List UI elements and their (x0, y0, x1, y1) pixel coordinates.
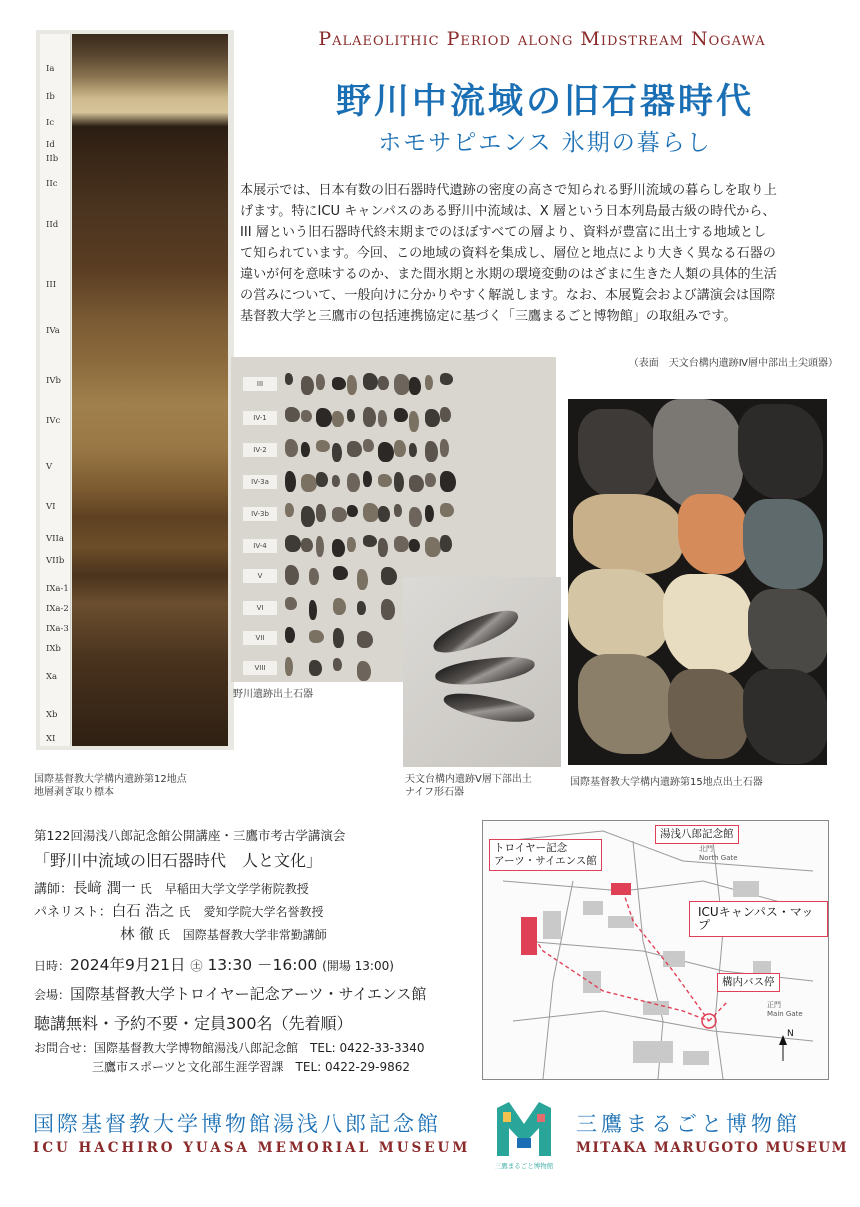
stone-artifact (347, 537, 356, 552)
venue-value: 国際基督教大学トロイヤー記念アーツ・サイエンス館 (70, 985, 427, 1003)
north-arrow-icon: N (787, 1029, 794, 1039)
intro-line: III 層という旧石器時代終末期までのほぼすべての層より、資料が豊富に出土する地域とし (240, 225, 767, 240)
stone-artifact (316, 472, 328, 487)
caption-line: 国際基督教大学構内遺跡第12地点 (34, 774, 187, 785)
stone-artifact (425, 441, 438, 462)
layer-label: IVa (46, 326, 60, 336)
date-weekday: ㊏ (190, 959, 203, 973)
stone-tool (738, 404, 823, 499)
stone-artifact (381, 599, 395, 620)
date-time: 13:30 －16:00 (207, 956, 318, 974)
lecture-series: 第122回湯浅八郎記念館公開講座・三鷹市考古学講演会 (34, 828, 346, 843)
stone-artifact (285, 503, 294, 517)
stone-tool (748, 589, 827, 674)
stone-tool (653, 399, 743, 509)
layer-label: IXa-2 (46, 604, 69, 614)
stone-artifact (301, 538, 313, 552)
stones-caption: 国際基督教大学構内遺跡第15地点出土石器 (570, 777, 763, 788)
layer-label: Ib (46, 92, 55, 102)
artifact-row-tag: III (243, 377, 277, 391)
stone-artifact (357, 601, 366, 615)
soil-layer-ruler (40, 34, 71, 746)
panel-role: パネリスト： (34, 905, 112, 920)
stone-artifact (332, 377, 346, 390)
contact-tel: TEL: 0422-29-9862 (295, 1060, 411, 1074)
mitaka-museum-name-en: MITAKA MARUGOTO MUSEUM (576, 1140, 849, 1156)
date-open: (開場 13:00) (322, 959, 394, 973)
page-subtitle: ホモサピエンス 氷期の暮らし (378, 130, 712, 156)
stone-tool (578, 409, 658, 499)
layer-label: IVb (46, 376, 61, 386)
stone-artifact (381, 567, 397, 585)
artifact-row-tag: V (243, 569, 277, 583)
panelist-name: 林 徹 (120, 927, 154, 943)
contact-org: 三鷹市スポーツと文化部生涯学習課 (92, 1060, 284, 1074)
stone-artifact (425, 473, 436, 487)
stone-artifact (316, 504, 326, 522)
layer-label: Ia (46, 64, 55, 74)
stone-artifact (285, 439, 298, 457)
stone-artifact (409, 443, 417, 457)
stone-artifact (316, 440, 330, 452)
fee-row: 聴講無料・予約不要・定員300名（先着順） (34, 1014, 353, 1033)
stone-tool (678, 494, 748, 574)
intro-line: て知られています。今回、この地域の資料を集成し、層位と地点により大きく異なる石器の (240, 246, 776, 261)
layer-label: IIb (46, 154, 59, 164)
mitaka-museum-name-jp: 三鷹まるごと博物館 (576, 1112, 801, 1136)
lecturer-name: 長﨑 潤一 (73, 881, 136, 897)
map-main-gate (767, 1001, 803, 1019)
layer-label: V (46, 462, 53, 472)
stone-artifact (332, 411, 344, 427)
contact-row (34, 1058, 474, 1077)
artifact-row (241, 405, 546, 433)
intro-line: 本展示では、日本有数の旧石器時代遺跡の密度の高さで知られる野川流域の暮らしを取り上 (240, 183, 777, 198)
obsidian-knife-photo (403, 577, 561, 767)
stone-artifact (333, 566, 348, 580)
stone-artifact (440, 439, 449, 457)
stone-tool (578, 654, 673, 754)
stone-artifact (425, 409, 440, 427)
stone-artifact (409, 507, 422, 527)
contact-org: 国際基督教大学博物館湯浅八郎記念館 (94, 1041, 299, 1055)
intro-line: 基督教大学と三鷹市の包括連携協定に基づく「三鷹まるごと博物館」の取組みです。 (240, 309, 737, 324)
artifact-row (241, 501, 546, 529)
honorific: 氏 (139, 882, 152, 896)
stone-artifact (347, 409, 355, 422)
stone-artifact (309, 568, 319, 585)
map-label-line: トロイヤー記念 (494, 842, 568, 854)
stone-artifact (440, 535, 452, 552)
stone-artifact (316, 536, 324, 557)
stone-artifact (440, 373, 453, 385)
map-label-line: アーツ・サイエンス館 (494, 855, 597, 867)
artifact-row (241, 437, 546, 465)
panelist-affiliation: 愛知学院大学名誉教授 (203, 905, 324, 919)
stone-artifact (363, 407, 376, 427)
stone-artifact (394, 504, 402, 517)
date-label: 日時： (34, 959, 71, 973)
stone-artifact (347, 441, 362, 457)
stone-artifact (301, 474, 317, 492)
stone-artifact (378, 538, 388, 557)
honorific: 氏 (157, 928, 170, 942)
stone-artifact (285, 535, 301, 552)
layer-label: Xa (46, 672, 58, 682)
caption-line: 天文台構内遺跡V層下部出土 (405, 774, 532, 785)
intro-line: 違いが何を意味するのか、また間氷期と氷期の環境変動のはざまに生きた人類の具体的生活 (240, 267, 777, 282)
stone-artifact (394, 408, 408, 422)
stone-artifact (357, 569, 368, 590)
campus-map (482, 820, 829, 1080)
map-north-gate (699, 845, 738, 863)
contact-tel: TEL: 0422-33-3340 (310, 1041, 425, 1055)
stone-artifact (333, 628, 344, 648)
logo-caption: 三鷹まるごと博物館 (494, 1162, 554, 1170)
artifact-row-tag: IV-4 (243, 539, 277, 553)
lecturer-role: 講師： (34, 882, 74, 897)
layer-label: Ic (46, 118, 55, 128)
stone-artifact (332, 475, 340, 487)
stone-artifact (363, 373, 378, 390)
english-title: Palaeolithic Period along Midstream Nogawa (318, 28, 766, 50)
stone-tool (743, 499, 823, 589)
stone-tools-photo (568, 399, 827, 765)
stone-artifact (347, 473, 360, 492)
panelist-name: 白石 浩之 (111, 904, 175, 920)
obsidian-blade (434, 654, 536, 688)
stone-artifact (301, 376, 314, 395)
stone-artifact (409, 377, 421, 395)
stone-artifact (285, 627, 295, 643)
stone-artifact (301, 506, 315, 527)
layer-label: IXa-1 (46, 584, 69, 594)
intro-text (240, 180, 835, 327)
stone-tool (573, 494, 683, 574)
soil-strata-image (72, 34, 228, 746)
layer-label: IId (46, 220, 59, 230)
contact-row (34, 1039, 474, 1058)
stone-artifact (425, 537, 441, 557)
artifact-row-tag: IV-1 (243, 411, 277, 425)
artifact-row (241, 371, 546, 399)
lecturer-affiliation: 早稲田大学文学学術院教授 (164, 882, 309, 896)
layer-label: IIc (46, 179, 58, 189)
map-label-bus-stop: 構内バス停 (717, 973, 780, 992)
artifact-row (241, 533, 546, 561)
layer-label: VIIa (46, 534, 64, 544)
venue-label: 会場： (34, 988, 71, 1002)
intro-line: げます。特にICU キャンパスのある野川中流域は、X 層という日本列島最古級の時代から、 (240, 204, 776, 219)
stone-artifact (285, 657, 293, 676)
stone-artifact (347, 505, 358, 517)
gate-label: North Gate (699, 854, 738, 862)
artifact-row-tag: VIII (243, 661, 277, 675)
museum-name-jp: 国際基督教大学博物館湯浅八郎記念館 (33, 1112, 441, 1136)
stone-artifact (378, 376, 389, 390)
layer-label: IVc (46, 416, 61, 426)
stone-artifact (363, 471, 372, 487)
intro-line: の営みについて、一般向けに分かりやすく解説します。なお、本展覧会および講演会は国際 (240, 288, 776, 303)
obsidian-caption (405, 773, 565, 799)
artifact-row-tag: IV-3a (243, 475, 277, 489)
stone-artifact (285, 373, 293, 385)
panelist-affiliation: 国際基督教大学非常勤講師 (182, 928, 327, 942)
stone-artifact (316, 374, 325, 390)
stone-tool (568, 569, 668, 659)
soil-column-caption (34, 773, 244, 799)
stone-artifact (440, 503, 454, 517)
venue-row (34, 980, 474, 1009)
stone-artifact (332, 507, 347, 522)
stone-artifact (309, 600, 317, 620)
page-title: 野川中流域の旧石器時代 (335, 82, 754, 122)
board-caption: 野川遺跡出土石器 (233, 689, 313, 700)
lecture-info (34, 826, 474, 1077)
gate-label: 北門 (699, 845, 713, 853)
artifact-row-tag: VI (243, 601, 277, 615)
layer-label: III (46, 280, 57, 290)
gate-label: 正門 (767, 1001, 781, 1009)
date-value: 2024年9月21日 (70, 956, 186, 974)
lecturer-row (34, 878, 474, 901)
layer-label: VIIb (46, 556, 65, 566)
stone-artifact (333, 598, 346, 615)
stone-artifact (378, 474, 392, 487)
contact-label: お問合せ： (34, 1041, 95, 1055)
layer-label: IXb (46, 644, 61, 654)
stone-artifact (309, 630, 324, 643)
stone-artifact (363, 535, 377, 547)
layer-label: Id (46, 140, 55, 150)
stone-artifact (301, 410, 312, 422)
stone-artifact (409, 475, 424, 492)
panelist-row (34, 901, 474, 924)
honorific: 氏 (178, 905, 191, 919)
stone-artifact (285, 407, 300, 422)
date-row (34, 951, 474, 980)
stone-artifact (347, 375, 357, 395)
panelist-row (34, 924, 474, 947)
map-label-troyer (489, 839, 602, 871)
stone-artifact (409, 539, 420, 552)
artifact-row-tag: IV-3b (243, 507, 277, 521)
stone-artifact (394, 374, 410, 395)
stone-artifact (285, 597, 297, 610)
layer-label: VI (46, 502, 56, 512)
stone-artifact (301, 442, 310, 457)
stone-artifact (333, 658, 342, 671)
stone-artifact (440, 471, 456, 492)
obsidian-blade (429, 604, 522, 659)
map-label-campus: ICUキャンパス・マップ (689, 901, 828, 937)
stone-artifact (394, 440, 406, 457)
caption-line: ナイフ形石器 (405, 787, 464, 798)
stone-artifact (378, 442, 394, 462)
stone-tool (668, 669, 748, 759)
stone-artifact (332, 539, 345, 557)
cover-caption: （表面 天文台構内遺跡Ⅳ層中部出土尖頭器） (628, 358, 838, 369)
stone-artifact (378, 410, 387, 427)
stone-artifact (357, 661, 371, 681)
stone-artifact (316, 408, 332, 427)
stone-artifact (378, 506, 390, 522)
stone-artifact (409, 411, 419, 432)
artifact-row-tag: VII (243, 631, 277, 645)
stone-artifact (309, 660, 322, 676)
mitaka-museum-logo (493, 1098, 555, 1174)
stone-artifact (440, 407, 451, 422)
caption-line: 地層剥ぎ取り標本 (34, 787, 114, 798)
artifact-row-tag: IV-2 (243, 443, 277, 457)
stone-artifact (425, 375, 433, 390)
stone-artifact (363, 439, 374, 452)
stone-artifact (425, 505, 434, 522)
stone-artifact (363, 503, 379, 522)
stone-tool (743, 669, 827, 764)
gate-label: Main Gate (767, 1010, 803, 1018)
map-label-museum: 湯浅八郎記念館 (655, 825, 739, 844)
stone-artifact (357, 631, 373, 648)
stone-artifact (394, 472, 404, 492)
layer-label: IXa-3 (46, 624, 69, 634)
stone-artifact (285, 565, 299, 585)
artifact-row (241, 469, 546, 497)
museum-name-en: ICU HACHIRO YUASA MEMORIAL MUSEUM (33, 1140, 471, 1156)
stone-tool (663, 574, 753, 674)
layer-label: XI (46, 734, 56, 744)
lecture-title: 「野川中流域の旧石器時代 人と文化」 (34, 851, 323, 870)
stone-artifact (332, 443, 342, 462)
layer-label: Xb (46, 710, 58, 720)
obsidian-blade (442, 688, 537, 729)
stone-artifact (285, 471, 296, 492)
stone-artifact (394, 536, 409, 552)
